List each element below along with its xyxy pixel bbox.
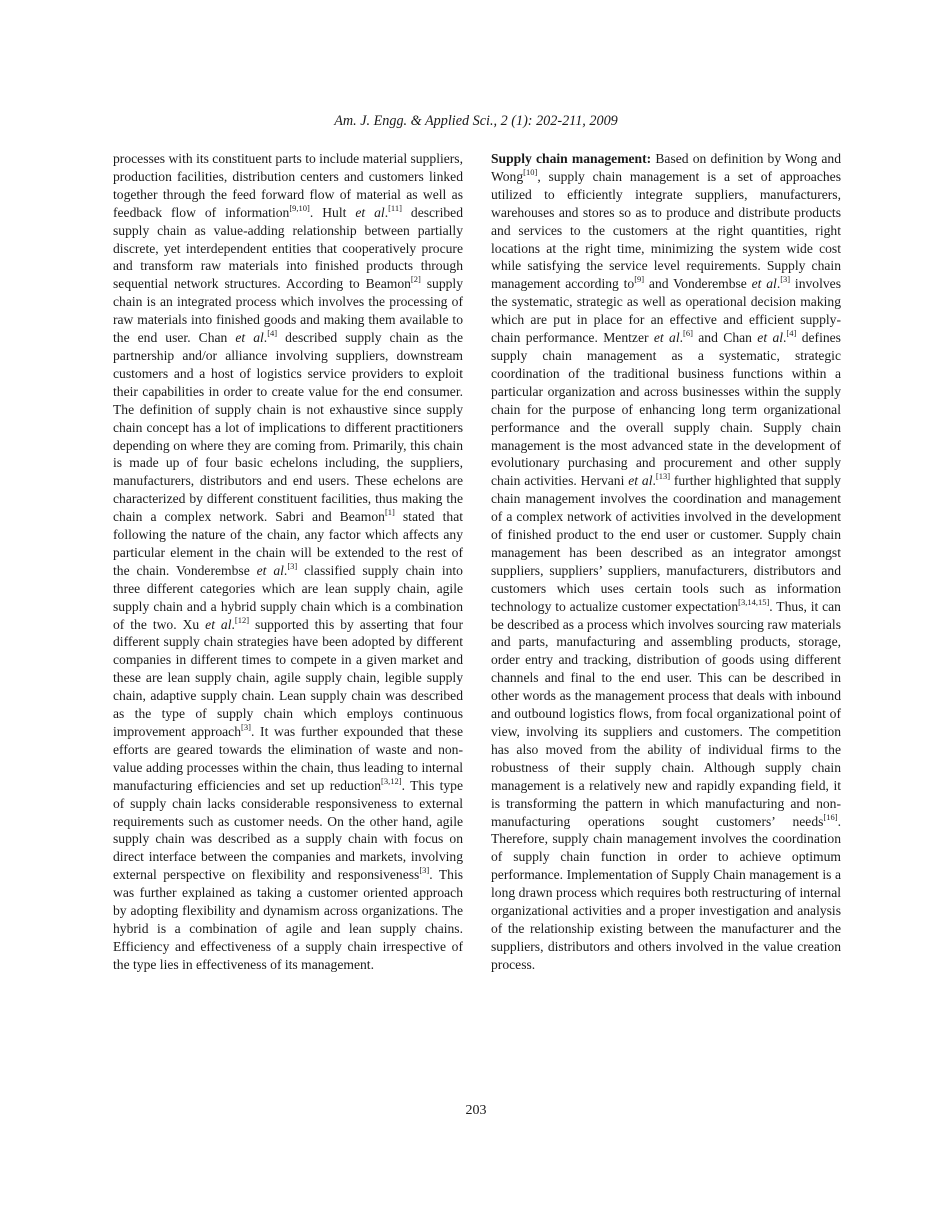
running-header: Am. J. Engg. & Applied Sci., 2 (1): 202-211, 2009 — [334, 113, 618, 129]
citation: [6] — [683, 328, 693, 339]
citation: [16] — [823, 811, 838, 822]
citation: [10] — [523, 166, 538, 177]
citation: [11] — [388, 202, 402, 213]
citation: [12] — [234, 614, 250, 625]
citation: [13] — [655, 471, 671, 482]
page-number: 203 — [465, 1103, 487, 1118]
citation: [9] — [634, 274, 645, 285]
citation: [1] — [384, 507, 395, 518]
left-paragraph: processes with its constituent parts to include material suppliers, production facilities, distribution centers and customers linked together through the feed forward flow of material as well as feedback flow of information[9,10]. Hult et al.[11] described supply chain as value-adding relationship between partially discrete, yet interdependent entities that cooperatively procure and transform raw materials into finished products through sequential network structures. According to Beamon[2] supply chain is an integrated process which involves the processing of raw materials into finished goods and making them available to the end user. Chan et al.[4] described supply chain as the partnership and/or alliance involving suppliers, downstream customers and a host of logistics service providers to exploit their capabilities in order to create value for the end consumer. The definition of supply chain is not exhaustive since supply chain concept has a lot of implications to different practitioners depending on where they are coming from. Primarily, this chain is made up of four basic echelons including, the suppliers, manufacturers, distributors and end users. These echelons are characterized by different constituent facilities, thus making the chain a complex network. Sabri and Beamon[1] stated that following the nature of the chain, any factor which affects any particular element in the chain will be extended to the rest of the chain. Vonderembse et al.[3] classified supply chain into three different categories which are lean supply chain, agile supply chain and a hybrid supply chain which is a combination of the two. Xu et al.[12] supported this by asserting that four different supply chain strategies have been adopted by different companies in different times to compete in a given market and these are lean supply chain, agile supply chain, legible supply chain, adaptive supply chain. Lean supply chain was described as the type of supply chain which employs continuous improvement approach[3]. It was further expounded that these efforts are geared towards the elimination of waste and non-value adding processes within the chain, thus leading to internal manufacturing efficiencies and set up reduction[3,12]. This type of supply chain lacks considerable responsiveness to external requirements such as customer needs. On the other hand, agile supply chain was described as a supply chain with focus on direct interface between the companies and markets, involving external perspective on flexibility and responsiveness[3]. This was further explained as taking a customer oriented approach by adopting flexibility and dynamism across organizations. The hybrid is a combination of agile and lean supply chains. Efficiency and effectiveness of a supply chain irrespective of the type lies in effectiveness of its management. — [113, 151, 464, 972]
citation: [4] — [267, 328, 278, 339]
right-column — [491, 150, 841, 974]
citation: [3] — [419, 865, 430, 876]
citation: [4] — [786, 328, 797, 339]
citation: [3] — [241, 722, 251, 732]
citation: [3] — [287, 560, 298, 571]
citation: [2] — [410, 274, 421, 285]
right-paragraph: Supply chain management: Based on definition by Wong and Wong[10], supply chain management is a set of approaches utilized to efficiently integrate suppliers, manufacturers, warehouses and stores so as to produce and distribute products and services to the customers at the right quantities, right locations at the right time, minimizing the system wide cost while satisfying the service level requirements. Supply chain management according to[9] and Vonderembse et al.[3] involves the systematic, strategic as well as operational decision making which are put in place for an effective and efficient supply-chain performance. Mentzer et al.[6] and Chan et al.[4] defines supply chain management as a systematic, strategic coordination of the traditional business functions within a particular organization and across businesses within the supply chain for the purpose of enhancing long term organizational performance and the overall supply chain. Supply chain management is the most advanced state in the development of evolutionary purchasing and procurement and other supply chain activities. Hervani et al.[13] further highlighted that supply chain management involves the coordination and management of a complex network of activities involved in the development of finished product to the end user or customer. Supply chain management has been described as an integrator amongst suppliers, suppliers’ suppliers, manufacturers, distributors and customers which uses certain tools such as information technology to actualize customer expectation[3,14,15]. Thus, it can be described as a process which involves sourcing raw materials and parts, manufacturing and assembling products, storage, order entry and tracking, distribution of goods using different channels and final to the end user. This can be described in other words as the management process that deals with inbound and outbound logistics flows, from focal organizational point of view, involving its suppliers and customers. The competition has also moved from the ability of individual firms to the robustness of their supply chain. Although supply chain management is a relatively new and rapidly expanding field, it is transforming the pattern in which manufacturing and non-manufacturing operations sought customers’ needs[16]. Therefore, supply chain management involves the coordination of supply chain function in order to achieve optimum performance. Implementation of Supply Chain management is a long drawn process which requires both restructuring of internal organizational activities and a proper investigation and analysis of the relationship existing between the manufacturer and the suppliers, distributors and others involved in the value creation process. — [491, 151, 841, 972]
section-heading: Supply chain management: — [491, 151, 652, 166]
citation: [9,10] — [289, 202, 310, 213]
left-column — [113, 150, 463, 974]
citation: [3,12] — [381, 775, 402, 786]
citation: [3] — [780, 274, 791, 285]
citation: [3,14,15] — [738, 596, 770, 607]
